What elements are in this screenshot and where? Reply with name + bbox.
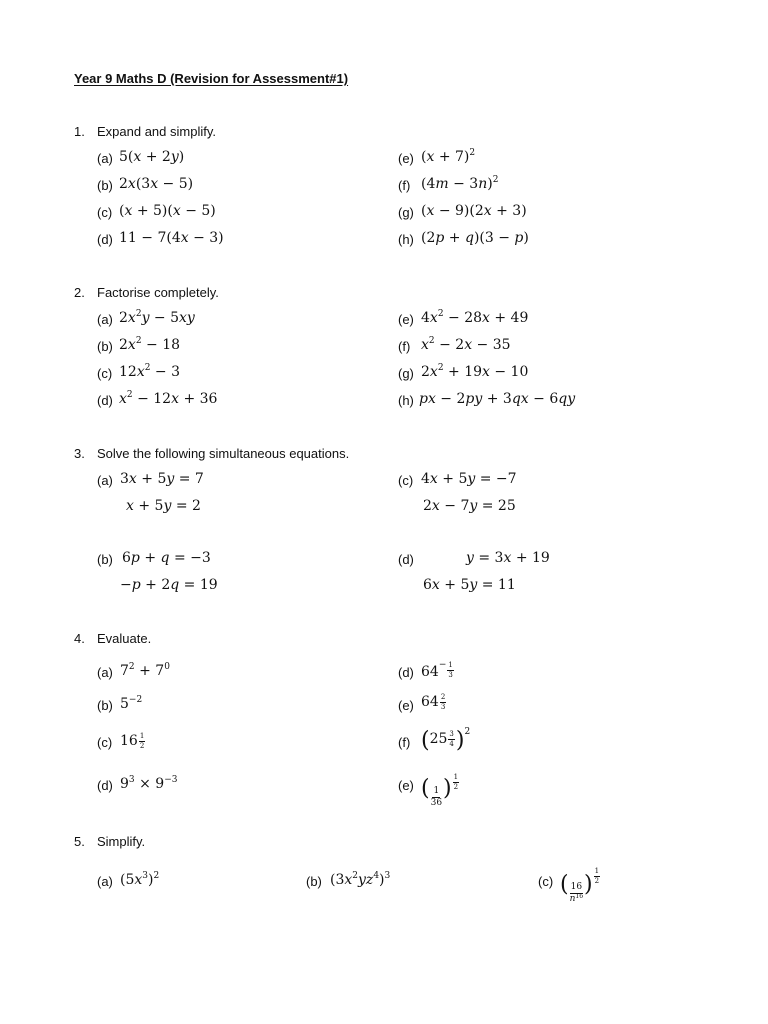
q3-equation-d2: 6x + 5y = 11 <box>423 577 516 593</box>
q4-label-d2: (d) <box>398 665 414 680</box>
q1-label-e: (e) <box>398 151 414 166</box>
q4-label-e: (e) <box>398 698 414 713</box>
q1-expression-d: 11 − 7(4x − 3) <box>119 230 224 246</box>
q3-equation-a1: 3x + 5y = 7 <box>120 471 204 487</box>
q4-expression-b: $5^{-2}$ <box>120 695 143 712</box>
q4-label-d: (d) <box>97 778 113 793</box>
q1-label-a: (a) <box>97 151 113 166</box>
q2-expression-a: $2x^2y - 5xy$ <box>119 309 195 326</box>
q4-expression-e: 64 $\frac{2}{3}$ <box>421 693 446 711</box>
q5-expression-a: $(5x^3)^2$ <box>120 871 160 888</box>
q5-number: 5. <box>74 834 85 849</box>
q5-label-c: (c) <box>538 874 554 889</box>
q1-expression-h: (2p + q)(3 − p) <box>421 230 529 246</box>
q1-label-d: (d) <box>97 232 113 247</box>
q4-label-a: (a) <box>97 665 113 680</box>
q1-label-b: (b) <box>97 178 113 193</box>
q2-label-h: (h) <box>398 393 414 408</box>
q2-expression-f: $x^2 - 2x - 35$ <box>421 336 511 353</box>
q5-instruction: Simplify. <box>97 834 146 849</box>
q1-expression-a: 5(x + 2y) <box>119 149 185 165</box>
q1-label-c: (c) <box>97 205 113 220</box>
q2-expression-h: px − 2py + 3qx − 6qy <box>419 391 576 407</box>
q4-number: 4. <box>74 631 85 646</box>
q5-expression-c: ( $\frac{16}{n^{16}}$ ) $\frac{1}{2}$ <box>560 867 600 904</box>
q2-instruction: Factorise completely. <box>97 285 219 300</box>
q4-expression-d2: $64^{- \frac{1}{3}}$ <box>421 660 453 680</box>
q3-label-a: (a) <box>97 473 113 488</box>
q3-equation-d1: y = 3x + 19 <box>466 550 550 566</box>
q2-label-f: (f) <box>398 339 411 354</box>
q2-label-d: (d) <box>97 393 113 408</box>
q3-label-d: (d) <box>398 552 414 567</box>
q5-label-a: (a) <box>97 874 113 889</box>
q3-equation-c2: 2x − 7y = 25 <box>423 498 516 514</box>
q1-expression-e: $(x + 7)^2$ <box>421 148 476 165</box>
q5-expression-b: $(3x^2yz^4)^3$ <box>330 871 391 888</box>
q2-label-a: (a) <box>97 312 113 327</box>
q1-label-f: (f) <box>398 178 411 193</box>
q4-expression-e2: ( $\frac{1}{36}$ ) $\frac{1}{2}$ <box>421 773 459 808</box>
q2-expression-b: $2x^2 - 18$ <box>119 336 181 353</box>
q1-label-g: (g) <box>398 205 414 220</box>
q3-equation-b2: −p + 2q = 19 <box>120 577 218 593</box>
q4-instruction: Evaluate. <box>97 631 152 646</box>
q4-label-b: (b) <box>97 698 113 713</box>
q2-expression-g: $2x^2 + 19x - 10$ <box>421 363 529 380</box>
q3-equation-b1: 6p + q = −3 <box>122 550 211 566</box>
q4-label-c: (c) <box>97 735 113 750</box>
document-title: Year 9 Maths D (Revision for Assessment#1) <box>74 71 349 86</box>
q4-expression-f: (25 $\frac{3}{4}$ )$^2$ <box>421 727 471 753</box>
q4-label-e2: (e) <box>398 778 414 793</box>
q4-expression-a: $7^2 + 7^0$ <box>120 662 170 679</box>
q3-label-b: (b) <box>97 552 113 567</box>
q2-label-e: (e) <box>398 312 414 327</box>
q1-label-h: (h) <box>398 232 414 247</box>
q2-expression-e: $4x^2 - 28x + 49$ <box>421 309 529 326</box>
q1-expression-c: (x + 5)(x − 5) <box>119 203 216 219</box>
q2-label-g: (g) <box>398 366 414 381</box>
q2-label-b: (b) <box>97 339 113 354</box>
q1-expression-f: $(4m - 3n)^2$ <box>421 175 499 192</box>
q3-instruction: Solve the following simultaneous equations. <box>97 446 350 461</box>
q2-label-c: (c) <box>97 366 113 381</box>
q2-number: 2. <box>74 285 85 300</box>
q4-label-f: (f) <box>398 735 411 750</box>
q2-expression-d: $x^2 - 12x + 36$ <box>119 390 218 407</box>
q4-expression-c: 16 $\frac{1}{2}$ <box>120 732 145 750</box>
q1-instruction: Expand and simplify. <box>97 124 216 139</box>
q3-number: 3. <box>74 446 85 461</box>
q4-expression-d: $9^3 \times 9^{-3}$ <box>120 775 178 792</box>
q3-label-c: (c) <box>398 473 414 488</box>
q1-expression-g: (x − 9)(2x + 3) <box>421 203 527 219</box>
q2-expression-c: $12x^2 - 3$ <box>119 363 181 380</box>
q3-equation-a2: x + 5y = 2 <box>126 498 201 514</box>
q1-expression-b: 2x(3x − 5) <box>119 176 194 192</box>
q5-label-b: (b) <box>306 874 322 889</box>
q3-equation-c1: 4x + 5y = −7 <box>421 471 517 487</box>
q1-number: 1. <box>74 124 85 139</box>
